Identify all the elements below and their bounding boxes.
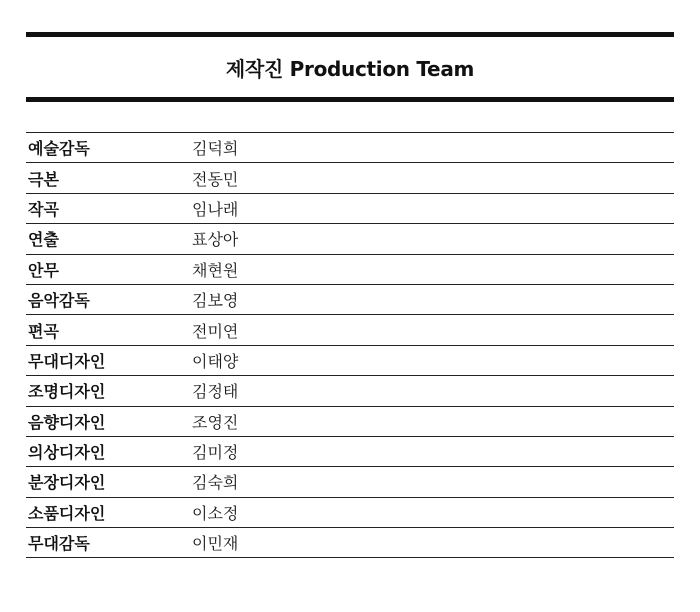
credit-name: 표상아 (192, 230, 239, 250)
credit-row (26, 255, 674, 285)
credit-row (26, 376, 674, 406)
credit-role: 분장디자인 (28, 473, 106, 493)
credit-name: 임나래 (192, 199, 239, 219)
credit-row (26, 285, 674, 315)
credit-role: 예술감독 (28, 139, 90, 159)
credit-row (26, 224, 674, 254)
credit-row (26, 528, 674, 558)
credit-role: 편곡 (28, 321, 59, 341)
credit-name: 김덕희 (192, 139, 239, 159)
credit-name: 전동민 (192, 169, 239, 189)
credit-role: 무대감독 (28, 534, 90, 554)
credits-table (26, 132, 674, 558)
credit-name: 이태양 (192, 351, 239, 371)
credits-sheet (26, 32, 674, 558)
credit-role: 음향디자인 (28, 412, 106, 432)
credit-role: 안무 (28, 260, 59, 280)
credit-row (26, 315, 674, 345)
credit-role: 작곡 (28, 199, 59, 219)
credit-role: 극본 (28, 169, 59, 189)
credit-role: 의상디자인 (28, 443, 106, 463)
credit-row (26, 467, 674, 497)
credit-name: 김정태 (192, 382, 239, 402)
credit-role: 음악감독 (28, 291, 90, 311)
section-title: 제작진 Production Team (225, 56, 475, 81)
credit-name: 이소정 (192, 503, 239, 523)
credit-name: 김숙희 (192, 473, 239, 493)
credit-role: 조명디자인 (28, 382, 106, 402)
credit-row (26, 194, 674, 224)
credit-name: 이민재 (192, 534, 239, 554)
credit-name: 전미연 (192, 321, 239, 341)
credit-name: 조영진 (192, 412, 239, 432)
credit-row (26, 437, 674, 467)
credit-row (26, 498, 674, 528)
credit-name: 김미정 (192, 443, 239, 463)
credit-row (26, 163, 674, 193)
credit-row (26, 346, 674, 376)
title-band (26, 37, 674, 97)
credit-role: 무대디자인 (28, 351, 106, 371)
credit-name: 김보영 (192, 291, 239, 311)
credit-role: 연출 (28, 230, 59, 250)
credit-row (26, 133, 674, 163)
credit-row (26, 407, 674, 437)
credit-name: 채현원 (192, 260, 239, 280)
credit-role: 소품디자인 (28, 503, 106, 523)
